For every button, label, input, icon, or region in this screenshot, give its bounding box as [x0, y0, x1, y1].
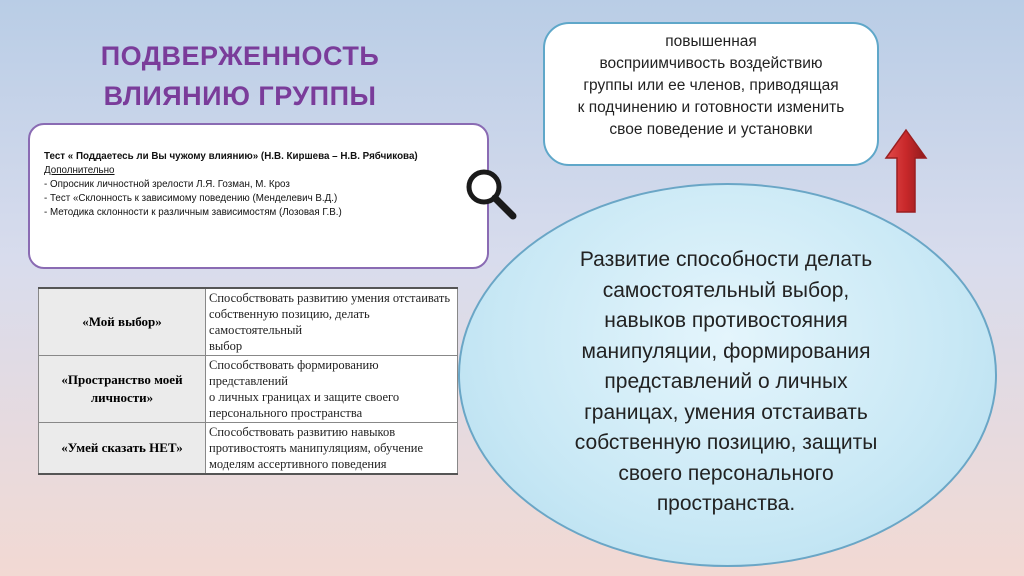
development-line: Развитие способности делать — [579, 248, 873, 271]
program-description-line: выбор — [209, 339, 243, 353]
development-line: самостоятельный выбор, — [602, 278, 850, 302]
definition-line: повышенная — [665, 33, 757, 50]
program-description — [206, 288, 458, 356]
definition-line: восприимчивость воздействию — [599, 55, 823, 72]
test-item: - Опросник личностной зрелости Л.Я. Гозман, М. Кроз — [44, 179, 290, 190]
programs-table — [38, 287, 458, 475]
development-text — [536, 245, 916, 520]
development-line: представлений о личных — [604, 370, 848, 393]
main-test-title: Тест « Поддаетесь ли Вы чужому влиянию» (Н.В. Киршева – Н.В. Рябчикова) — [44, 151, 418, 162]
development-line: манипуляции, формирования — [581, 339, 871, 363]
program-description-line: Способствовать развитию навыков — [209, 425, 396, 439]
slide-title-line-1: ПОДВЕРЖЕННОСТЬ — [100, 41, 380, 71]
test-item: - Методика склонности к различным зависимостям (Лозовая Г.В.) — [44, 207, 342, 218]
table-row — [39, 423, 458, 475]
program-description — [206, 356, 458, 423]
up-arrow-icon — [884, 128, 928, 214]
definition-line: группы или ее членов, приводящая — [583, 77, 839, 94]
development-line: навыков противостояния — [604, 309, 848, 332]
magnifying-glass-icon — [463, 166, 519, 222]
program-description-line: собственную позицию, делать самостоятельный — [209, 307, 370, 337]
program-name: «Мой выбор» — [39, 288, 206, 356]
additional-label: Дополнительно — [44, 165, 115, 176]
program-description-line: персонального пространства — [209, 406, 363, 420]
development-line: своего персонального — [618, 461, 834, 485]
development-line: границах, умения отстаивать — [584, 400, 868, 424]
definition-line: к подчинению и готовности изменить — [577, 99, 845, 116]
slide-title — [60, 36, 420, 116]
table-row — [39, 288, 458, 356]
program-description-line: Способствовать формированию представлений — [209, 358, 379, 388]
program-description-line: о личных границах и защите своего — [209, 390, 400, 404]
tests-box — [28, 123, 489, 269]
program-description-line: моделям ассертивного поведения — [209, 457, 387, 471]
table-row — [39, 356, 458, 423]
program-description-line: Способствовать развитию умения отстаивать — [209, 291, 451, 305]
development-line: пространства. — [656, 492, 796, 515]
definition-line: свое поведение и установки — [609, 121, 813, 138]
test-item: - Тест «Склонность к зависимому поведению (Менделевич В.Д.) — [44, 193, 338, 204]
program-name: «Пространство моей личности» — [39, 356, 206, 423]
program-description-line: противостоять манипуляциям, обучение — [209, 441, 424, 455]
program-name: «Умей сказать НЕТ» — [39, 423, 206, 475]
development-line: собственную позицию, защиты — [574, 431, 878, 454]
program-description — [206, 423, 458, 475]
definition-box — [543, 22, 879, 166]
slide-title-line-2: ВЛИЯНИЮ ГРУППЫ — [103, 81, 377, 111]
